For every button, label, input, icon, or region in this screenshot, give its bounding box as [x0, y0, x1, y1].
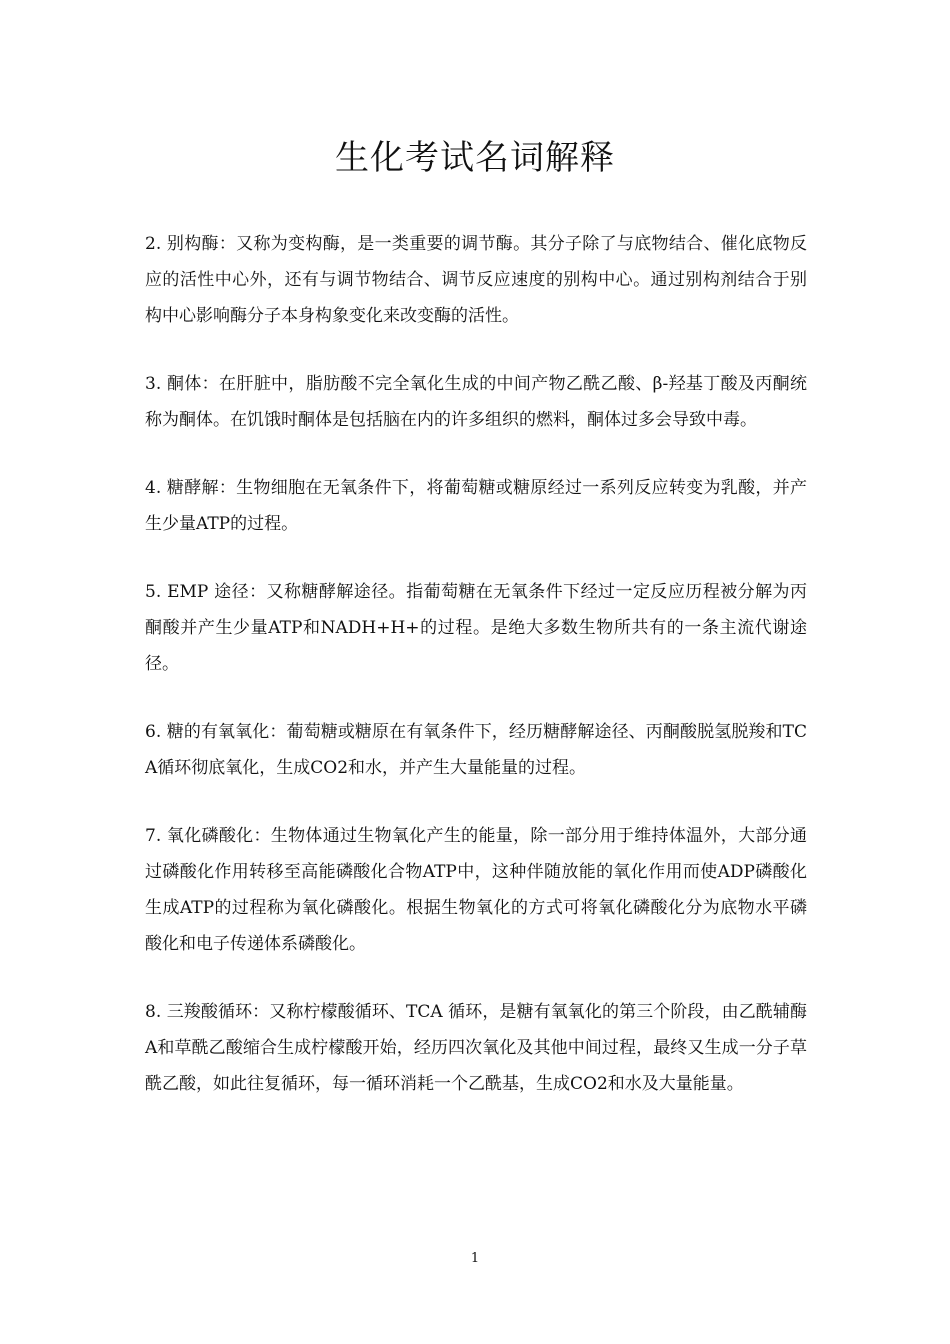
glossary-entry-aerobic-oxidation: 6. 糖的有氧氧化：葡萄糖或糖原在有氧条件下，经历糖酵解途径、丙酮酸脱氢脱羧和TCA循环彻底氧化，生成CO2和水，并产生大量能量的过程。	[145, 722, 807, 778]
page-title: 生化考试名词解释	[335, 138, 615, 178]
glossary-list	[145, 226, 807, 1134]
glossary-entry-emp-pathway: 5. EMP 途径：又称糖酵解途径。指葡萄糖在无氧条件下经过一定反应历程被分解为丙酮酸并产生少量ATP和NADH+H+的过程。是绝大多数生物所共有的一条主流代谢途径。	[145, 582, 807, 674]
glossary-entry-allosteric-enzyme: 2. 别构酶：又称为变构酶，是一类重要的调节酶。其分子除了与底物结合、催化底物反应的活性中心外，还有与调节物结合、调节反应速度的别构中心。通过别构剂结合于别构中心影响酶分子本身构象变化来改变酶的活性。	[145, 234, 807, 326]
glossary-entry-tca-cycle: 8. 三羧酸循环：又称柠檬酸循环、TCA 循环，是糖有氧氧化的第三个阶段，由乙酰辅酶A和草酰乙酸缩合生成柠檬酸开始，经历四次氧化及其他中间过程，最终又生成一分子草酰乙酸，如此往复循环，每一循环消耗一个乙酰基，生成CO2和水及大量能量。	[145, 1002, 807, 1094]
glossary-entry-glycolysis: 4. 糖酵解：生物细胞在无氧条件下，将葡萄糖或糖原经过一系列反应转变为乳酸，并产生少量ATP的过程。	[145, 478, 807, 534]
page-number: 1	[470, 1251, 480, 1266]
glossary-entry-ketone-bodies: 3. 酮体：在肝脏中，脂肪酸不完全氧化生成的中间产物乙酰乙酸、β-羟基丁酸及丙酮统称为酮体。在饥饿时酮体是包括脑在内的许多组织的燃料，酮体过多会导致中毒。	[145, 374, 807, 430]
glossary-entry-oxidative-phosphorylation: 7. 氧化磷酸化：生物体通过生物氧化产生的能量，除一部分用于维持体温外，大部分通过磷酸化作用转移至高能磷酸化合物ATP中，这种伴随放能的氧化作用而使ADP磷酸化生成ATP的过程称为氧化磷酸化。根据生物氧化的方式可将氧化磷酸化分为底物水平磷酸化和电子传递体系磷酸化。	[145, 826, 807, 954]
